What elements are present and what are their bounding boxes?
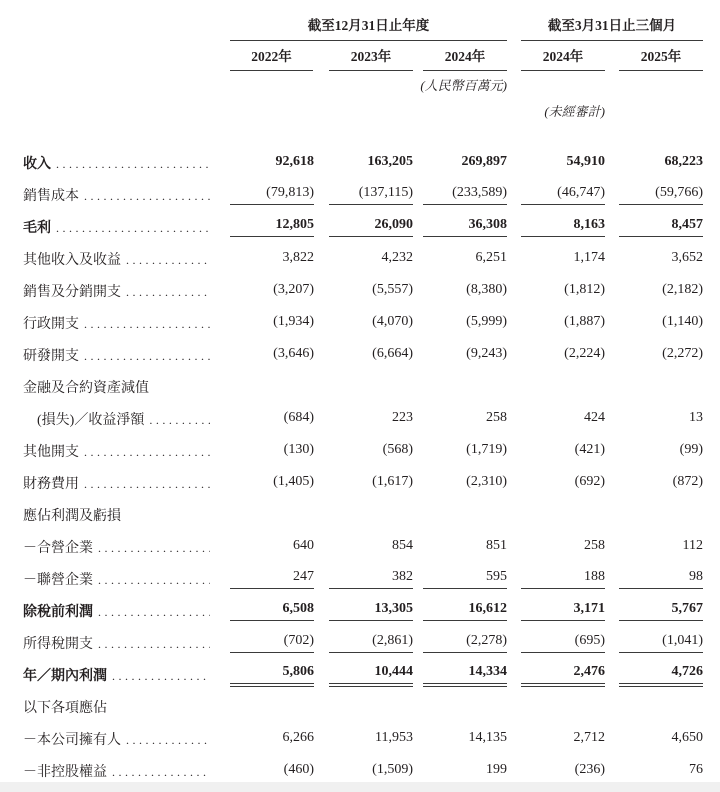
cell-value: (59,766) [619,185,703,205]
row-value-cell [605,275,703,307]
table-row [0,179,703,211]
cell-value: 163,205 [367,153,413,169]
cell-value: (1,509) [372,761,413,777]
row-value-cell [521,659,605,691]
row-value-cell [313,243,413,275]
income-statement-table [0,6,703,787]
table-row [0,371,703,403]
year-column-header-2022: 2022年 [230,45,313,71]
row-value-cell [413,531,507,563]
dot-leader [84,317,210,332]
cell-value: (6,664) [372,345,413,361]
row-value-cell [230,307,313,339]
row-value-cell [413,691,507,723]
cell-value: 8,163 [521,217,605,237]
row-value-cell [521,595,605,627]
row-value-cell [605,627,703,659]
row-value-cell [230,403,313,435]
row-value-cell [413,595,507,627]
row-value-cell [413,147,507,179]
row-label-text: 其他收入及收益 [23,253,121,268]
cell-value: 54,910 [566,153,605,169]
row-label-text: 銷售及分銷開支 [23,285,121,300]
cell-value: 11,953 [375,729,413,745]
cell-value: (5,557) [372,281,413,297]
cell-value: 3,652 [671,249,703,265]
page-edge-bar [0,782,720,792]
row-value-cell [313,467,413,499]
row-value-cell [230,467,313,499]
row-value-cell [521,467,605,499]
cell-value: 76 [689,761,703,777]
row-value-cell [413,627,507,659]
row-label-text: 年／期內利潤 [23,669,107,684]
cell-value: (1,140) [662,313,703,329]
dot-leader [112,765,210,780]
row-value-cell [313,691,413,723]
cell-value: 595 [423,569,507,589]
row-label [0,595,230,627]
row-value-cell [521,723,605,755]
row-value-cell [605,467,703,499]
row-value-cell [521,147,605,179]
dot-leader [84,189,210,204]
column-gap [507,467,521,499]
quarter-column-header-2025: 2025年 [619,45,703,71]
row-value-cell [313,563,413,595]
row-label [0,371,230,403]
cell-value: (46,747) [521,185,605,205]
cell-value: (4,070) [372,313,413,329]
row-label-text: 行政開支 [23,317,79,332]
row-value-cell [230,371,313,403]
row-value-cell [521,691,605,723]
row-value-cell [313,659,413,691]
column-gap [507,435,521,467]
dot-leader [98,573,210,588]
cell-value: 8,457 [619,217,703,237]
row-label [0,307,230,339]
table-row [0,403,703,435]
cell-value: 269,897 [461,153,507,169]
row-value-cell [413,339,507,371]
row-value-cell [605,403,703,435]
cell-value: (99) [679,441,703,457]
row-value-cell [605,531,703,563]
row-label [0,179,230,211]
column-gap [507,339,521,371]
row-value-cell [605,339,703,371]
cell-value: (2,278) [423,633,507,653]
cell-value: 1,174 [573,249,605,265]
cell-value: 112 [682,537,703,553]
currency-unit-note: (人民幣百萬元) [420,78,507,93]
cell-value: (692) [574,473,605,489]
cell-value: 4,726 [619,664,703,687]
cell-value: 5,767 [619,601,703,621]
year-header-row [0,40,703,71]
cell-value: 4,650 [671,729,703,745]
cell-value: (2,861) [329,633,413,653]
row-label-text: 所得稅開支 [23,637,93,652]
table-row [0,563,703,595]
table-row [0,595,703,627]
cell-value: (2,272) [662,345,703,361]
cell-value: 13,305 [329,601,413,621]
row-value-cell [413,371,507,403]
row-label [0,467,230,499]
unaudited-note-row [0,97,703,123]
row-value-cell [230,179,313,211]
dot-leader [84,349,210,364]
row-value-cell [313,307,413,339]
row-value-cell [413,179,507,211]
row-value-cell [605,179,703,211]
row-value-cell [313,179,413,211]
row-value-cell [313,499,413,531]
table-row [0,339,703,371]
annual-period-group-header: 截至12月31日止年度 [230,6,507,40]
cell-value: 26,090 [329,217,413,237]
period-group-row [0,6,703,40]
cell-value: (1,405) [273,473,314,489]
row-value-cell [605,371,703,403]
row-value-cell [413,723,507,755]
table-row [0,723,703,755]
row-value-cell [413,659,507,691]
row-value-cell [313,595,413,627]
row-label-text: 毛利 [23,221,51,236]
cell-value: 10,444 [329,664,413,687]
cell-value: (3,207) [273,281,314,297]
cell-value: 6,251 [475,249,507,265]
row-value-cell [313,371,413,403]
column-gap [507,211,521,243]
cell-value: (137,115) [329,185,413,205]
dot-leader [149,413,210,428]
row-value-cell [313,403,413,435]
cell-value: 640 [293,537,314,553]
dot-leader [126,253,210,268]
cell-value: 2,712 [573,729,605,745]
row-value-cell [313,531,413,563]
row-label [0,211,230,243]
row-label-text: －本公司擁有人 [23,733,121,748]
row-value-cell [413,563,507,595]
cell-value: (5,999) [466,313,507,329]
column-gap [507,371,521,403]
cell-value: (695) [521,633,605,653]
row-value-cell [521,243,605,275]
row-value-cell [413,307,507,339]
dot-leader [126,285,210,300]
column-gap [507,307,521,339]
table-row [0,307,703,339]
column-gap [507,659,521,691]
cell-value: 68,223 [664,153,703,169]
column-gap [507,403,521,435]
row-value-cell [413,275,507,307]
row-value-cell [521,435,605,467]
cell-value: 14,334 [423,664,507,687]
dot-leader [98,605,210,620]
row-value-cell [230,275,313,307]
cell-value: (233,589) [423,185,507,205]
cell-value: (872) [672,473,703,489]
row-label [0,243,230,275]
row-value-cell [605,499,703,531]
column-gap [507,179,521,211]
dot-leader [56,221,210,236]
row-value-cell [521,403,605,435]
year-column-header-2024: 2024年 [423,45,507,71]
cell-value: (568) [382,441,413,457]
year-column-header-2023: 2023年 [329,45,413,71]
row-label [0,403,230,435]
cell-value: (130) [283,441,314,457]
row-value-cell [605,563,703,595]
table-row [0,147,703,179]
row-value-cell [605,147,703,179]
row-label [0,339,230,371]
row-label-text: －合營企業 [23,541,93,556]
row-value-cell [230,339,313,371]
dot-leader [56,157,210,172]
row-value-cell [313,627,413,659]
table-row [0,691,703,723]
row-label-text: 收入 [23,157,51,172]
cell-value: 247 [230,569,314,589]
row-value-cell [313,435,413,467]
cell-value: 851 [486,537,507,553]
cell-value: 382 [329,569,413,589]
cell-value: (702) [230,633,314,653]
row-value-cell [313,275,413,307]
row-value-cell [521,563,605,595]
row-value-cell [413,403,507,435]
row-value-cell [605,595,703,627]
row-value-cell [313,147,413,179]
table-row [0,211,703,243]
cell-value: (684) [283,409,314,425]
column-gap [507,499,521,531]
cell-value: 5,806 [230,664,314,687]
row-value-cell [230,691,313,723]
column-gap [507,275,521,307]
cell-value: 3,822 [282,249,314,265]
row-value-cell [230,147,313,179]
row-value-cell [521,531,605,563]
cell-value: 14,135 [468,729,507,745]
cell-value: 12,805 [230,217,314,237]
currency-note-row [0,71,703,97]
row-label-text: －非控股權益 [23,765,107,780]
dot-leader [98,637,210,652]
header-spacer [0,123,703,147]
cell-value: 6,508 [230,601,314,621]
column-gap [507,691,521,723]
row-value-cell [413,435,507,467]
row-label-text: 金融及合約資產減值 [23,381,149,396]
cell-value: 4,232 [381,249,413,265]
cell-value: 16,612 [423,601,507,621]
quarter-column-header-2024: 2024年 [521,45,605,71]
row-value-cell [230,531,313,563]
row-value-cell [230,435,313,467]
cell-value: (421) [574,441,605,457]
cell-value: (2,310) [466,473,507,489]
table-header [0,6,703,147]
row-value-cell [230,723,313,755]
dot-leader [98,541,210,556]
cell-value: 188 [521,569,605,589]
row-value-cell [521,339,605,371]
row-label-text: 應佔利潤及虧損 [23,509,121,524]
row-label [0,275,230,307]
row-value-cell [413,499,507,531]
row-value-cell [413,243,507,275]
row-value-cell [313,339,413,371]
row-label [0,563,230,595]
row-value-cell [313,723,413,755]
table-row [0,243,703,275]
table-row [0,531,703,563]
row-value-cell [605,723,703,755]
row-value-cell [605,307,703,339]
column-gap [507,723,521,755]
row-value-cell [413,211,507,243]
cell-value: 258 [486,409,507,425]
quarterly-period-group-header: 截至3月31日止三個月 [521,6,703,40]
row-label [0,499,230,531]
row-label-text: 銷售成本 [23,189,79,204]
row-value-cell [230,499,313,531]
row-label [0,147,230,179]
row-value-cell [230,243,313,275]
row-value-cell [605,691,703,723]
table-row [0,275,703,307]
table-row [0,499,703,531]
row-value-cell [230,211,313,243]
cell-value: (2,182) [662,281,703,297]
row-value-cell [521,371,605,403]
cell-value: (8,380) [466,281,507,297]
dot-leader [84,445,210,460]
cell-value: (9,243) [466,345,507,361]
row-value-cell [521,307,605,339]
row-label [0,531,230,563]
cell-value: 223 [392,409,413,425]
row-value-cell [605,435,703,467]
column-gap [507,563,521,595]
row-label [0,723,230,755]
row-value-cell [313,211,413,243]
table-body [0,147,703,787]
cell-value: 424 [584,409,605,425]
row-value-cell [521,179,605,211]
row-label-text: －聯營企業 [23,573,93,588]
cell-value: (1,617) [372,473,413,489]
row-label [0,627,230,659]
cell-value: (1,934) [273,313,314,329]
cell-value: (236) [574,761,605,777]
row-value-cell [605,211,703,243]
cell-value: 854 [392,537,413,553]
cell-value: 98 [619,569,703,589]
row-label-text: 其他開支 [23,445,79,460]
unaudited-note: (未經審計) [544,104,605,119]
row-label-text: 除稅前利潤 [23,605,93,620]
row-value-cell [230,595,313,627]
row-value-cell [230,659,313,691]
table-row [0,467,703,499]
row-value-cell [230,627,313,659]
table-row [0,659,703,691]
cell-value: (1,812) [564,281,605,297]
cell-value: (2,224) [564,345,605,361]
cell-value: (460) [283,761,314,777]
cell-value: (1,719) [466,441,507,457]
row-value-cell [230,563,313,595]
cell-value: (1,887) [564,313,605,329]
cell-value: 92,618 [275,153,314,169]
cell-value: 13 [689,409,703,425]
row-label [0,435,230,467]
row-label-text: 以下各項應佔 [23,701,107,716]
row-label [0,659,230,691]
row-value-cell [521,275,605,307]
row-value-cell [413,467,507,499]
column-gap [507,627,521,659]
cell-value: 36,308 [423,217,507,237]
table-row [0,627,703,659]
cell-value: 2,476 [521,664,605,687]
cell-value: 3,171 [521,601,605,621]
dot-leader [112,669,210,684]
column-gap [507,147,521,179]
financial-statement-page [0,6,720,792]
column-gap [507,531,521,563]
row-label-text: 財務費用 [23,477,79,492]
cell-value: (79,813) [230,185,314,205]
column-gap [507,595,521,627]
row-label-text: (損失)／收益淨額 [37,413,145,428]
cell-value: 258 [584,537,605,553]
cell-value: 199 [486,761,507,777]
dot-leader [84,477,210,492]
cell-value: (3,646) [273,345,314,361]
row-label-text: 研發開支 [23,349,79,364]
column-gap [507,243,521,275]
dot-leader [126,733,210,748]
row-value-cell [605,243,703,275]
row-label [0,691,230,723]
row-value-cell [521,627,605,659]
row-value-cell [521,499,605,531]
table-row [0,435,703,467]
cell-value: 6,266 [282,729,314,745]
row-value-cell [521,211,605,243]
cell-value: (1,041) [619,633,703,653]
row-value-cell [605,659,703,691]
